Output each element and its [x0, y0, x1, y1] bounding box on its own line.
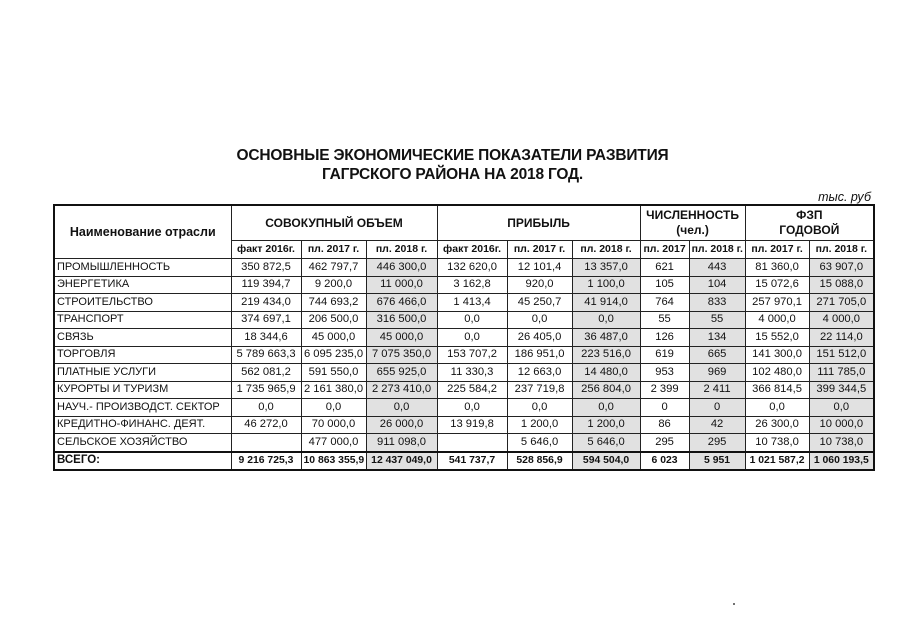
cell: 219 434,0: [231, 294, 301, 312]
cell: 295: [689, 434, 745, 452]
header-fzp-line1: ФЗП: [796, 208, 823, 222]
header-profit: ПРИБЫЛЬ: [437, 205, 640, 241]
cell: 141 300,0: [745, 346, 809, 364]
cell: 10 000,0: [809, 416, 874, 434]
cell: 5 646,0: [507, 434, 572, 452]
row-name: СЕЛЬСКОЕ ХОЗЯЙСТВО: [54, 434, 231, 452]
cell: 6 095 235,0: [301, 346, 366, 364]
cell: 45 000,0: [301, 329, 366, 347]
cell: 920,0: [507, 276, 572, 294]
cell: 223 516,0: [572, 346, 640, 364]
subheader-9: пл. 2018 г.: [809, 241, 874, 259]
cell: 5 789 663,3: [231, 346, 301, 364]
cell: 126: [640, 329, 689, 347]
cell: 206 500,0: [301, 311, 366, 329]
cell: 374 697,1: [231, 311, 301, 329]
table-row: [54, 416, 874, 434]
cell: 0,0: [366, 399, 437, 417]
cell: 237 719,8: [507, 381, 572, 399]
cell: 562 081,2: [231, 364, 301, 382]
cell: 15 088,0: [809, 276, 874, 294]
cell: 528 856,9: [507, 452, 572, 471]
cell: 26 300,0: [745, 416, 809, 434]
table-row: [54, 259, 874, 277]
table-row: [54, 364, 874, 382]
row-name: ПРОМЫШЛЕННОСТЬ: [54, 259, 231, 277]
cell: 45 250,7: [507, 294, 572, 312]
cell: 225 584,2: [437, 381, 507, 399]
cell: 0,0: [301, 399, 366, 417]
cell: 22 114,0: [809, 329, 874, 347]
header-staff-line1: ЧИСЛЕННОСТЬ: [646, 208, 739, 222]
table-row: [54, 276, 874, 294]
row-name: СТРОИТЕЛЬСТВО: [54, 294, 231, 312]
cell: 102 480,0: [745, 364, 809, 382]
cell: 257 970,1: [745, 294, 809, 312]
cell: 2 161 380,0: [301, 381, 366, 399]
cell: 1 413,4: [437, 294, 507, 312]
table-row: [54, 434, 874, 452]
table-row: [54, 381, 874, 399]
cell: 41 914,0: [572, 294, 640, 312]
title-line-1: ОСНОВНЫЕ ЭКОНОМИЧЕСКИЕ ПОКАЗАТЕЛИ РАЗВИТИЯ: [236, 147, 669, 164]
cell: 4 000,0: [809, 311, 874, 329]
cell: 0,0: [437, 329, 507, 347]
header-name: Наименование отрасли: [54, 205, 231, 259]
cell: 594 504,0: [572, 452, 640, 471]
cell: 621: [640, 259, 689, 277]
cell: 3 162,8: [437, 276, 507, 294]
cell: 911 098,0: [366, 434, 437, 452]
cell: 1 100,0: [572, 276, 640, 294]
row-name: СВЯЗЬ: [54, 329, 231, 347]
cell: 26 405,0: [507, 329, 572, 347]
cell: 477 000,0: [301, 434, 366, 452]
cell: 10 863 355,9: [301, 452, 366, 471]
cell: 0,0: [231, 399, 301, 417]
subheader-0: факт 2016г.: [231, 241, 301, 259]
scan-speck: [733, 603, 735, 605]
cell: 153 707,2: [437, 346, 507, 364]
cell: 350 872,5: [231, 259, 301, 277]
cell: 46 272,0: [231, 416, 301, 434]
cell: 81 360,0: [745, 259, 809, 277]
header-fzp: [745, 205, 874, 241]
cell: 591 550,0: [301, 364, 366, 382]
cell: 316 500,0: [366, 311, 437, 329]
cell: 443: [689, 259, 745, 277]
cell: 665: [689, 346, 745, 364]
cell: 399 344,5: [809, 381, 874, 399]
row-name: ЭНЕРГЕТИКА: [54, 276, 231, 294]
cell: 13 357,0: [572, 259, 640, 277]
cell: 151 512,0: [809, 346, 874, 364]
cell: 295: [640, 434, 689, 452]
row-name: ТОРГОВЛЯ: [54, 346, 231, 364]
cell: 12 663,0: [507, 364, 572, 382]
cell: 134: [689, 329, 745, 347]
cell: 12 101,4: [507, 259, 572, 277]
cell: 744 693,2: [301, 294, 366, 312]
row-name: КРЕДИТНО-ФИНАНС. ДЕЯТ.: [54, 416, 231, 434]
table-row: [54, 294, 874, 312]
cell: 12 437 049,0: [366, 452, 437, 471]
cell: [231, 434, 301, 452]
cell: 2 273 410,0: [366, 381, 437, 399]
cell: 541 737,7: [437, 452, 507, 471]
cell: 5 951: [689, 452, 745, 471]
cell: 9 216 725,3: [231, 452, 301, 471]
document-title: [0, 146, 905, 184]
cell: 0,0: [809, 399, 874, 417]
subheader-3: факт 2016г.: [437, 241, 507, 259]
cell: 111 785,0: [809, 364, 874, 382]
cell: 1 200,0: [507, 416, 572, 434]
cell: 0,0: [507, 311, 572, 329]
cell: 0,0: [745, 399, 809, 417]
header-staff-line2: (чел.): [676, 223, 709, 237]
cell: 256 804,0: [572, 381, 640, 399]
row-name: НАУЧ.- ПРОИЗВОДСТ. СЕКТОР: [54, 399, 231, 417]
subheader-2: пл. 2018 г.: [366, 241, 437, 259]
cell: 655 925,0: [366, 364, 437, 382]
row-name: ТРАНСПОРТ: [54, 311, 231, 329]
subheader-4: пл. 2017 г.: [507, 241, 572, 259]
header-volume: СОВОКУПНЫЙ ОБЪЕМ: [231, 205, 437, 241]
cell: [437, 434, 507, 452]
cell: 10 738,0: [745, 434, 809, 452]
cell: 11 330,3: [437, 364, 507, 382]
table-row: [54, 329, 874, 347]
cell: 7 075 350,0: [366, 346, 437, 364]
cell: 0,0: [437, 399, 507, 417]
subheader-1: пл. 2017 г.: [301, 241, 366, 259]
indicators-table: [53, 204, 875, 471]
cell: 0,0: [437, 311, 507, 329]
cell: 10 738,0: [809, 434, 874, 452]
cell: 0: [640, 399, 689, 417]
table-row: [54, 399, 874, 417]
subheader-8: пл. 2017 г.: [745, 241, 809, 259]
cell: 186 951,0: [507, 346, 572, 364]
cell: 0,0: [572, 399, 640, 417]
cell: 366 814,5: [745, 381, 809, 399]
cell: 271 705,0: [809, 294, 874, 312]
subheader-6: пл. 2017: [640, 241, 689, 259]
cell: 86: [640, 416, 689, 434]
cell: 0: [689, 399, 745, 417]
cell: 2 411: [689, 381, 745, 399]
cell: 764: [640, 294, 689, 312]
cell: 833: [689, 294, 745, 312]
cell: 462 797,7: [301, 259, 366, 277]
title-line-2: ГАГРСКОГО РАЙОНА НА 2018 ГОД.: [322, 166, 583, 183]
header-staff: [640, 205, 745, 241]
cell: 1 200,0: [572, 416, 640, 434]
row-name: ВСЕГО:: [54, 452, 231, 471]
cell: 119 394,7: [231, 276, 301, 294]
cell: 11 000,0: [366, 276, 437, 294]
cell: 5 646,0: [572, 434, 640, 452]
cell: 0,0: [572, 311, 640, 329]
header-fzp-line2: ГОДОВОЙ: [779, 223, 840, 237]
cell: 1 021 587,2: [745, 452, 809, 471]
cell: 15 072,6: [745, 276, 809, 294]
cell: 55: [640, 311, 689, 329]
cell: 104: [689, 276, 745, 294]
cell: 1 735 965,9: [231, 381, 301, 399]
cell: 1 060 193,5: [809, 452, 874, 471]
cell: 70 000,0: [301, 416, 366, 434]
cell: 55: [689, 311, 745, 329]
cell: 9 200,0: [301, 276, 366, 294]
cell: 14 480,0: [572, 364, 640, 382]
cell: 619: [640, 346, 689, 364]
cell: 676 466,0: [366, 294, 437, 312]
cell: 42: [689, 416, 745, 434]
cell: 26 000,0: [366, 416, 437, 434]
cell: 63 907,0: [809, 259, 874, 277]
subheader-5: пл. 2018 г.: [572, 241, 640, 259]
cell: 18 344,6: [231, 329, 301, 347]
cell: 969: [689, 364, 745, 382]
table-row: [54, 346, 874, 364]
subheader-7: пл. 2018 г.: [689, 241, 745, 259]
cell: 2 399: [640, 381, 689, 399]
cell: 13 919,8: [437, 416, 507, 434]
cell: 953: [640, 364, 689, 382]
cell: 36 487,0: [572, 329, 640, 347]
cell: 132 620,0: [437, 259, 507, 277]
cell: 105: [640, 276, 689, 294]
row-name: КУРОРТЫ И ТУРИЗМ: [54, 381, 231, 399]
unit-label: тыс. руб: [818, 190, 871, 204]
row-name: ПЛАТНЫЕ УСЛУГИ: [54, 364, 231, 382]
cell: 15 552,0: [745, 329, 809, 347]
cell: 4 000,0: [745, 311, 809, 329]
cell: 446 300,0: [366, 259, 437, 277]
cell: 0,0: [507, 399, 572, 417]
cell: 45 000,0: [366, 329, 437, 347]
cell: 6 023: [640, 452, 689, 471]
total-row: [54, 452, 874, 471]
table-row: [54, 311, 874, 329]
